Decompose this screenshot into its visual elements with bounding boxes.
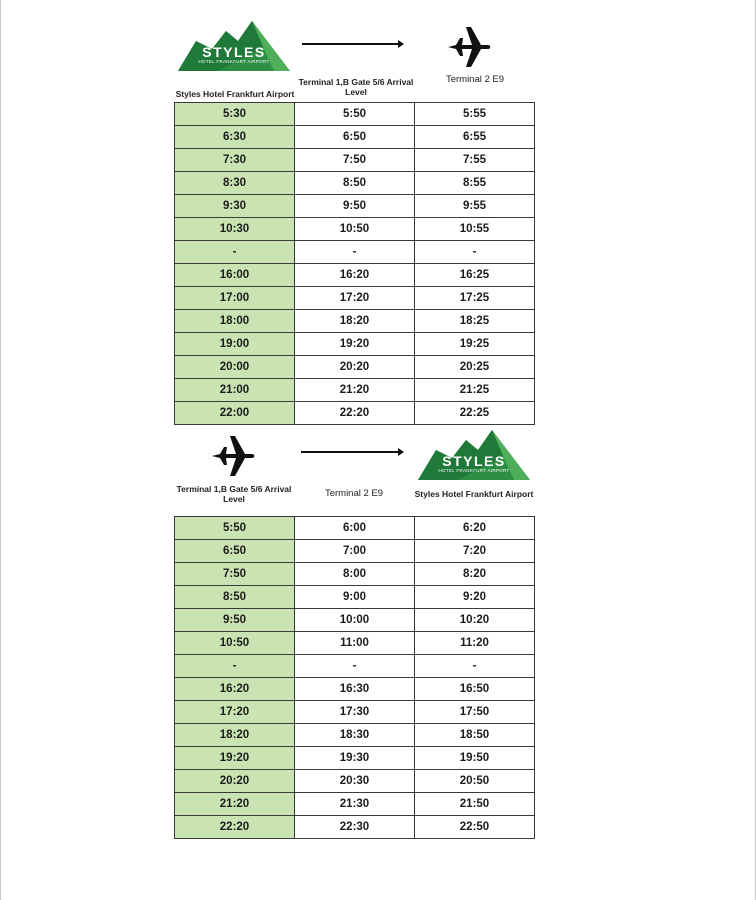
time-cell: 5:55: [415, 103, 535, 126]
time-cell: 9:50: [295, 195, 415, 218]
table-row: [175, 195, 535, 218]
time-cell: 7:00: [295, 540, 415, 563]
time-cell: 5:50: [175, 517, 295, 540]
time-cell: 7:50: [175, 563, 295, 586]
time-cell: 17:20: [295, 287, 415, 310]
styles-logo: [178, 19, 290, 71]
logo-subtitle: HOTEL FRANKFURT AIRPORT: [438, 468, 510, 473]
schedule-table-hotel-to-airport: [174, 102, 535, 425]
time-cell: 19:00: [175, 333, 295, 356]
table-row: [175, 793, 535, 816]
table-row: [175, 241, 535, 264]
time-cell: 22:00: [175, 402, 295, 425]
time-cell: 6:30: [175, 126, 295, 149]
time-cell: 22:20: [295, 402, 415, 425]
time-cell: 21:00: [175, 379, 295, 402]
time-cell: 20:20: [175, 770, 295, 793]
time-cell: 19:20: [175, 747, 295, 770]
table-row: [175, 402, 535, 425]
logo-subtitle: HOTEL FRANKFURT AIRPORT: [198, 59, 270, 64]
table-row: [175, 563, 535, 586]
time-cell: 16:00: [175, 264, 295, 287]
time-cell: 19:50: [415, 747, 535, 770]
header-terminal1: Terminal 1,B Gate 5/6 Arrival Level: [176, 484, 292, 504]
table-row: [175, 632, 535, 655]
arrow-right-icon: [302, 43, 402, 45]
time-cell: 5:50: [295, 103, 415, 126]
time-cell: 8:30: [175, 172, 295, 195]
time-cell: 20:20: [295, 356, 415, 379]
time-cell: 22:50: [415, 816, 535, 839]
table-row: [175, 218, 535, 241]
airplane-icon: [210, 433, 256, 479]
time-cell: 18:20: [175, 724, 295, 747]
time-cell: 6:50: [175, 540, 295, 563]
logo-brand: STYLES: [442, 453, 506, 469]
time-cell: 9:00: [295, 586, 415, 609]
table-row: [175, 149, 535, 172]
table-row: [175, 356, 535, 379]
time-cell: 18:25: [415, 310, 535, 333]
time-cell: 22:25: [415, 402, 535, 425]
time-cell: 11:20: [415, 632, 535, 655]
time-cell: -: [415, 241, 535, 264]
table-row: [175, 333, 535, 356]
time-cell: 18:20: [295, 310, 415, 333]
time-cell: 6:50: [295, 126, 415, 149]
time-cell: 17:50: [415, 701, 535, 724]
table-row: [175, 287, 535, 310]
time-cell: 19:25: [415, 333, 535, 356]
table-row: [175, 609, 535, 632]
table-row: [175, 701, 535, 724]
time-cell: 8:20: [415, 563, 535, 586]
time-cell: 11:00: [295, 632, 415, 655]
table-row: [175, 310, 535, 333]
time-cell: 21:30: [295, 793, 415, 816]
arrow-right-icon: [301, 451, 402, 453]
time-cell: 6:20: [415, 517, 535, 540]
time-cell: 8:50: [295, 172, 415, 195]
airplane-icon: [446, 24, 492, 70]
time-cell: 9:20: [415, 586, 535, 609]
time-cell: -: [175, 655, 295, 678]
time-cell: 20:50: [415, 770, 535, 793]
time-cell: 9:30: [175, 195, 295, 218]
time-cell: 17:30: [295, 701, 415, 724]
time-cell: 8:00: [295, 563, 415, 586]
time-cell: 21:20: [175, 793, 295, 816]
header-terminal2: Terminal 2 E9: [324, 488, 384, 499]
time-cell: 21:50: [415, 793, 535, 816]
time-cell: 7:30: [175, 149, 295, 172]
time-cell: 20:25: [415, 356, 535, 379]
time-cell: 7:20: [415, 540, 535, 563]
styles-logo: [418, 428, 530, 480]
time-cell: 16:20: [295, 264, 415, 287]
time-cell: 6:00: [295, 517, 415, 540]
table-row: [175, 103, 535, 126]
table-row: [175, 379, 535, 402]
table-row: [175, 747, 535, 770]
table-row: [175, 678, 535, 701]
table-row: [175, 724, 535, 747]
time-cell: 10:00: [295, 609, 415, 632]
time-cell: 10:55: [415, 218, 535, 241]
time-cell: 16:25: [415, 264, 535, 287]
time-cell: 9:50: [175, 609, 295, 632]
header-hotel: Styles Hotel Frankfurt Airport: [175, 89, 295, 99]
time-cell: 16:50: [415, 678, 535, 701]
header-terminal1: Terminal 1,B Gate 5/6 Arrival Level: [298, 77, 414, 97]
time-cell: 10:50: [175, 632, 295, 655]
time-cell: 7:55: [415, 149, 535, 172]
time-cell: 8:55: [415, 172, 535, 195]
time-cell: 16:20: [175, 678, 295, 701]
time-cell: 8:50: [175, 586, 295, 609]
table-row: [175, 172, 535, 195]
table-row: [175, 816, 535, 839]
time-cell: -: [415, 655, 535, 678]
time-cell: 21:25: [415, 379, 535, 402]
table-row: [175, 540, 535, 563]
time-cell: 10:30: [175, 218, 295, 241]
time-cell: 19:30: [295, 747, 415, 770]
header-terminal2: Terminal 2 E9: [445, 74, 505, 85]
time-cell: 19:20: [295, 333, 415, 356]
page-border-left: [0, 0, 1, 900]
time-cell: 22:20: [175, 816, 295, 839]
time-cell: 10:20: [415, 609, 535, 632]
table-row: [175, 770, 535, 793]
time-cell: 7:50: [295, 149, 415, 172]
time-cell: 6:55: [415, 126, 535, 149]
table-row: [175, 126, 535, 149]
time-cell: 5:30: [175, 103, 295, 126]
time-cell: 21:20: [295, 379, 415, 402]
time-cell: 18:00: [175, 310, 295, 333]
schedule-table-airport-to-hotel: [174, 516, 535, 839]
time-cell: 22:30: [295, 816, 415, 839]
time-cell: 20:30: [295, 770, 415, 793]
logo-brand: STYLES: [202, 44, 266, 60]
time-cell: 10:50: [295, 218, 415, 241]
time-cell: -: [175, 241, 295, 264]
time-cell: 17:00: [175, 287, 295, 310]
header-hotel: Styles Hotel Frankfurt Airport: [414, 489, 534, 499]
table-row: [175, 655, 535, 678]
time-cell: 17:25: [415, 287, 535, 310]
time-cell: 20:00: [175, 356, 295, 379]
time-cell: 17:20: [175, 701, 295, 724]
table-row: [175, 517, 535, 540]
time-cell: 16:30: [295, 678, 415, 701]
time-cell: 18:30: [295, 724, 415, 747]
time-cell: -: [295, 241, 415, 264]
time-cell: 18:50: [415, 724, 535, 747]
table-row: [175, 586, 535, 609]
table-row: [175, 264, 535, 287]
time-cell: -: [295, 655, 415, 678]
time-cell: 9:55: [415, 195, 535, 218]
